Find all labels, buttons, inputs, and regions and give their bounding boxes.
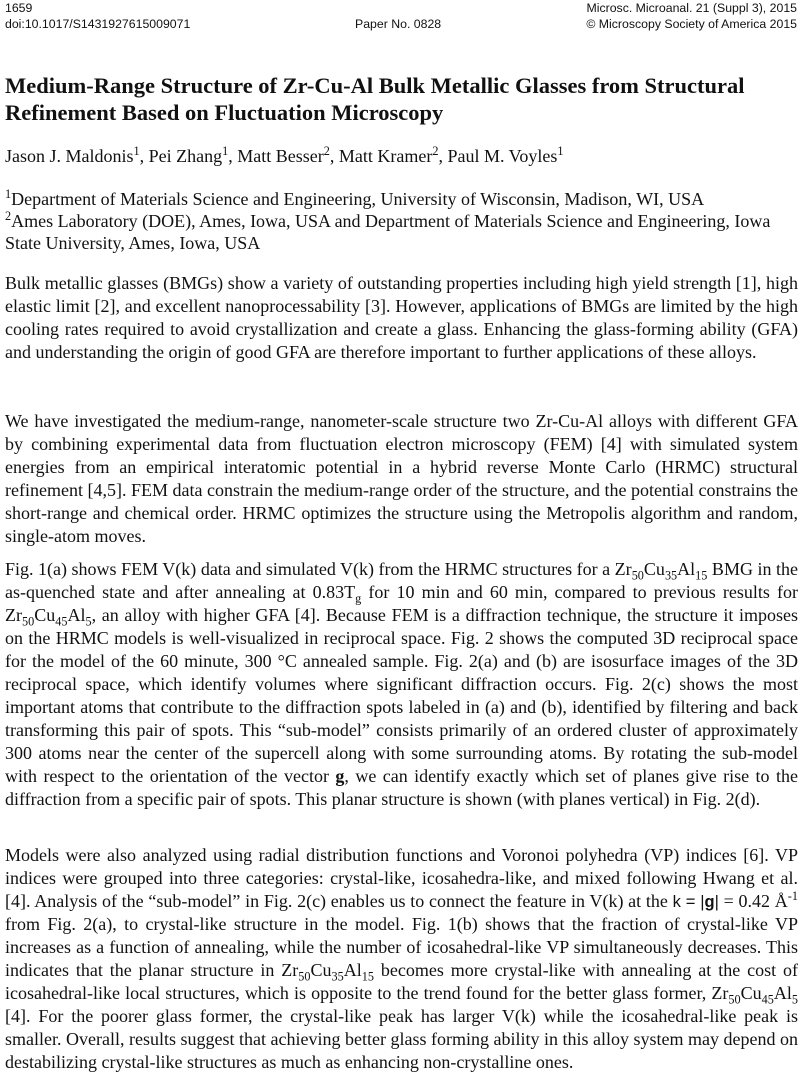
page-number: 1659 [5, 1, 33, 15]
author-affiliation-marker: 1 [557, 144, 564, 158]
paragraph-results-vp: Models were also analyzed using radial distribution functions and Voronoi polyhedra (VP) indices [6]. VP indices were grouped into three categories: crystal-like, icosahedra-like, and mixed following Hwang et al. [4]. Analysis of the “sub-model” in Fig. 2(c) enables us to connect the feature in V(k) at the k = |g| = 0.42 $Å^{-1}$ from Fig. 2(a), to crystal-like structure in the model. Fig. 1(b) shows that the fraction of crystal-like VP increases as a function of annealing, while the number of icosahedral-like VP simultaneously decreases. This indicates that the planar structure in $Zr_{50}Cu_{35}Al_{15}$ becomes more crystal-like with annealing at the cost of icosahedral-like local structures, which is opposite to the trend found for the better glass former, $Zr_{50}Cu_{45}Al_5$ [4]. For the poorer glass former, the crystal-like peak has larger V(k) while the icosahedral-like peak is smaller. Overall, results suggest that achieving better glass forming ability in this alloy system may depend on destabilizing crystal-like structures as much as enhancing non-crystalline ones. [5, 845, 798, 1072]
author-affiliation-marker: 1 [222, 144, 229, 158]
affiliations [5, 188, 795, 254]
paper-title: Medium-Range Structure of Zr-Cu-Al Bulk Metallic Glasses from Structural Refinement Based on Fluctuation Microscopy [5, 73, 745, 125]
paper-number: Paper No. 0828 [355, 17, 442, 31]
author-affiliation-marker: 1 [133, 144, 140, 158]
doi[interactable]: doi:10.1017/S1431927615009071 [5, 17, 191, 31]
author-name: Jason J. Maldonis [5, 146, 134, 166]
paragraph-introduction: Bulk metallic glasses (BMGs) show a variety of outstanding properties including high yield strength [1], high elastic limit [2], and excellent nanoprocessability [3]. However, applications of BMGs are limited by the high cooling rates required to avoid crystallization and create a glass. Enhancing the glass-forming ability (GFA) and understanding the origin of good GFA are therefore important to further applications of these alloys. [5, 273, 798, 362]
affiliation-1: $^1$Department of Materials Science and Engineering, University of Wisconsin, Madison, WI, USA [5, 187, 705, 209]
affiliation-2: $^2$Ames Laboratory (DOE), Ames, Iowa, USA and Department of Materials Science and Engineering, Iowa State University, Ames, Iowa, USA [5, 209, 771, 253]
copyright: © Microscopy Society of America 2015 [586, 17, 797, 31]
paragraph-results-fem: Fig. 1(a) shows FEM V(k) data and simulated V(k) from the HRMC structures for a $Zr_{50}Cu_{35}Al_{15}$ BMG in the as-quenched state and after annealing at $0.83T_g$ for 10 min and 60 min, compared to previous results for $Zr_{50}Cu_{45}Al_5$, an alloy with higher GFA [4]. Because FEM is a diffraction technique, the structure it imposes on the HRMC models is well-visualized in reciprocal space. Fig. 2 shows the computed 3D reciprocal space for the model of the 60 minute, 300 °C annealed sample. Fig. 2(a) and (b) are isosurface images of the 3D reciprocal space, which identify volumes where significant diffraction occurs. Fig. 2(c) shows the most important atoms that contribute to the diffraction spots labeled in (a) and (b), identified by filtering and back transforming this pair of spots. This “sub-model” consists primarily of an ordered cluster of approximately 300 atoms near the center of the supercell along with some surrounding atoms. By rotating the sub-model with respect to the orientation of the vector g, we can identify exactly which set of planes give rise to the diffraction from a specific pair of spots. This planar structure is shown (with planes vertical) in Fig. 2(d). [5, 559, 798, 809]
journal-citation: Microsc. Microanal. 21 (Suppl 3), 2015 [586, 1, 797, 15]
author-name: Pei Zhang [148, 146, 223, 166]
author-name: Paul M. Voyles [447, 146, 558, 166]
author-name: Matt Kramer [338, 146, 433, 166]
author-affiliation-marker: 2 [432, 144, 439, 158]
paragraph-methods: We have investigated the medium-range, nanometer-scale structure two Zr-Cu-Al alloys with different GFA by combining experimental data from fluctuation electron microscopy (FEM) [4] with simulated system energies from an empirical interatomic potential in a hybrid reverse Monte Carlo (HRMC) structural refinement [4,5]. FEM data constrain the medium-range order of the structure, and the potential constrains the short-range and chemical order. HRMC optimizes the structure using the Metropolis algorithm and random, single-atom moves. [5, 411, 798, 546]
author-affiliation-marker: 2 [323, 144, 330, 158]
vector-g: g [704, 892, 715, 911]
author-list: Jason J. Maldonis$^1$, Pei Zhang$^1$, Matt Besser$^2$, Matt Kramer$^2$, Paul M. Voyles$^1$ [5, 144, 564, 166]
author-name: Matt Besser [237, 146, 324, 166]
vector-g: g [335, 766, 345, 786]
